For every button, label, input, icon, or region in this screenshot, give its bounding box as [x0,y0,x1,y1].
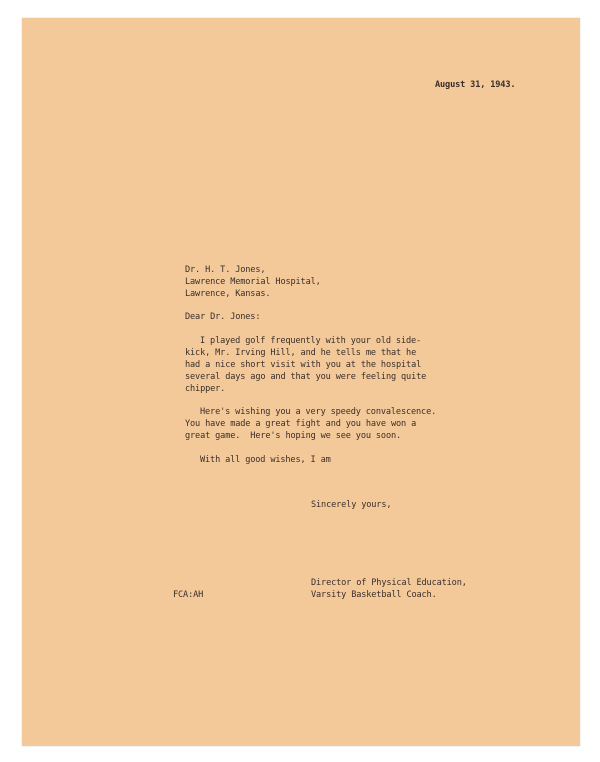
letter-date: August 31, 1943. [435,80,516,90]
paragraph-1-line: chipper. [185,384,226,394]
valediction: Sincerely yours, [311,500,392,510]
recipient-institution: Lawrence Memorial Hospital, [185,277,321,287]
paragraph-2-line: great game. Here's hoping we see you soon. [185,431,402,441]
paragraph-1-line: kick, Mr. Irving Hill, and he tells me that he [185,348,417,358]
signature-title-line-2: Varsity Basketball Coach. [311,590,437,600]
recipient-city: Lawrence, Kansas. [185,289,271,299]
recipient-name: Dr. H. T. Jones, [185,265,266,275]
signature-title-line-1: Director of Physical Education, [311,578,467,588]
paragraph-2-line: You have made a great fight and you have won a [185,419,417,429]
typist-initials: FCA:AH [173,590,204,600]
salutation: Dear Dr. Jones: [185,312,261,322]
letter-page [22,18,580,746]
paragraph-1-line: I played golf frequently with your old side- [200,336,422,346]
closing-line: With all good wishes, I am [200,455,331,465]
paragraph-2-line: Here's wishing you a very speedy convalescence. [200,407,437,417]
paragraph-1-line: several days ago and that you were feeling quite [185,372,427,382]
paragraph-1-line: had a nice short visit with you at the hospital [185,360,422,370]
